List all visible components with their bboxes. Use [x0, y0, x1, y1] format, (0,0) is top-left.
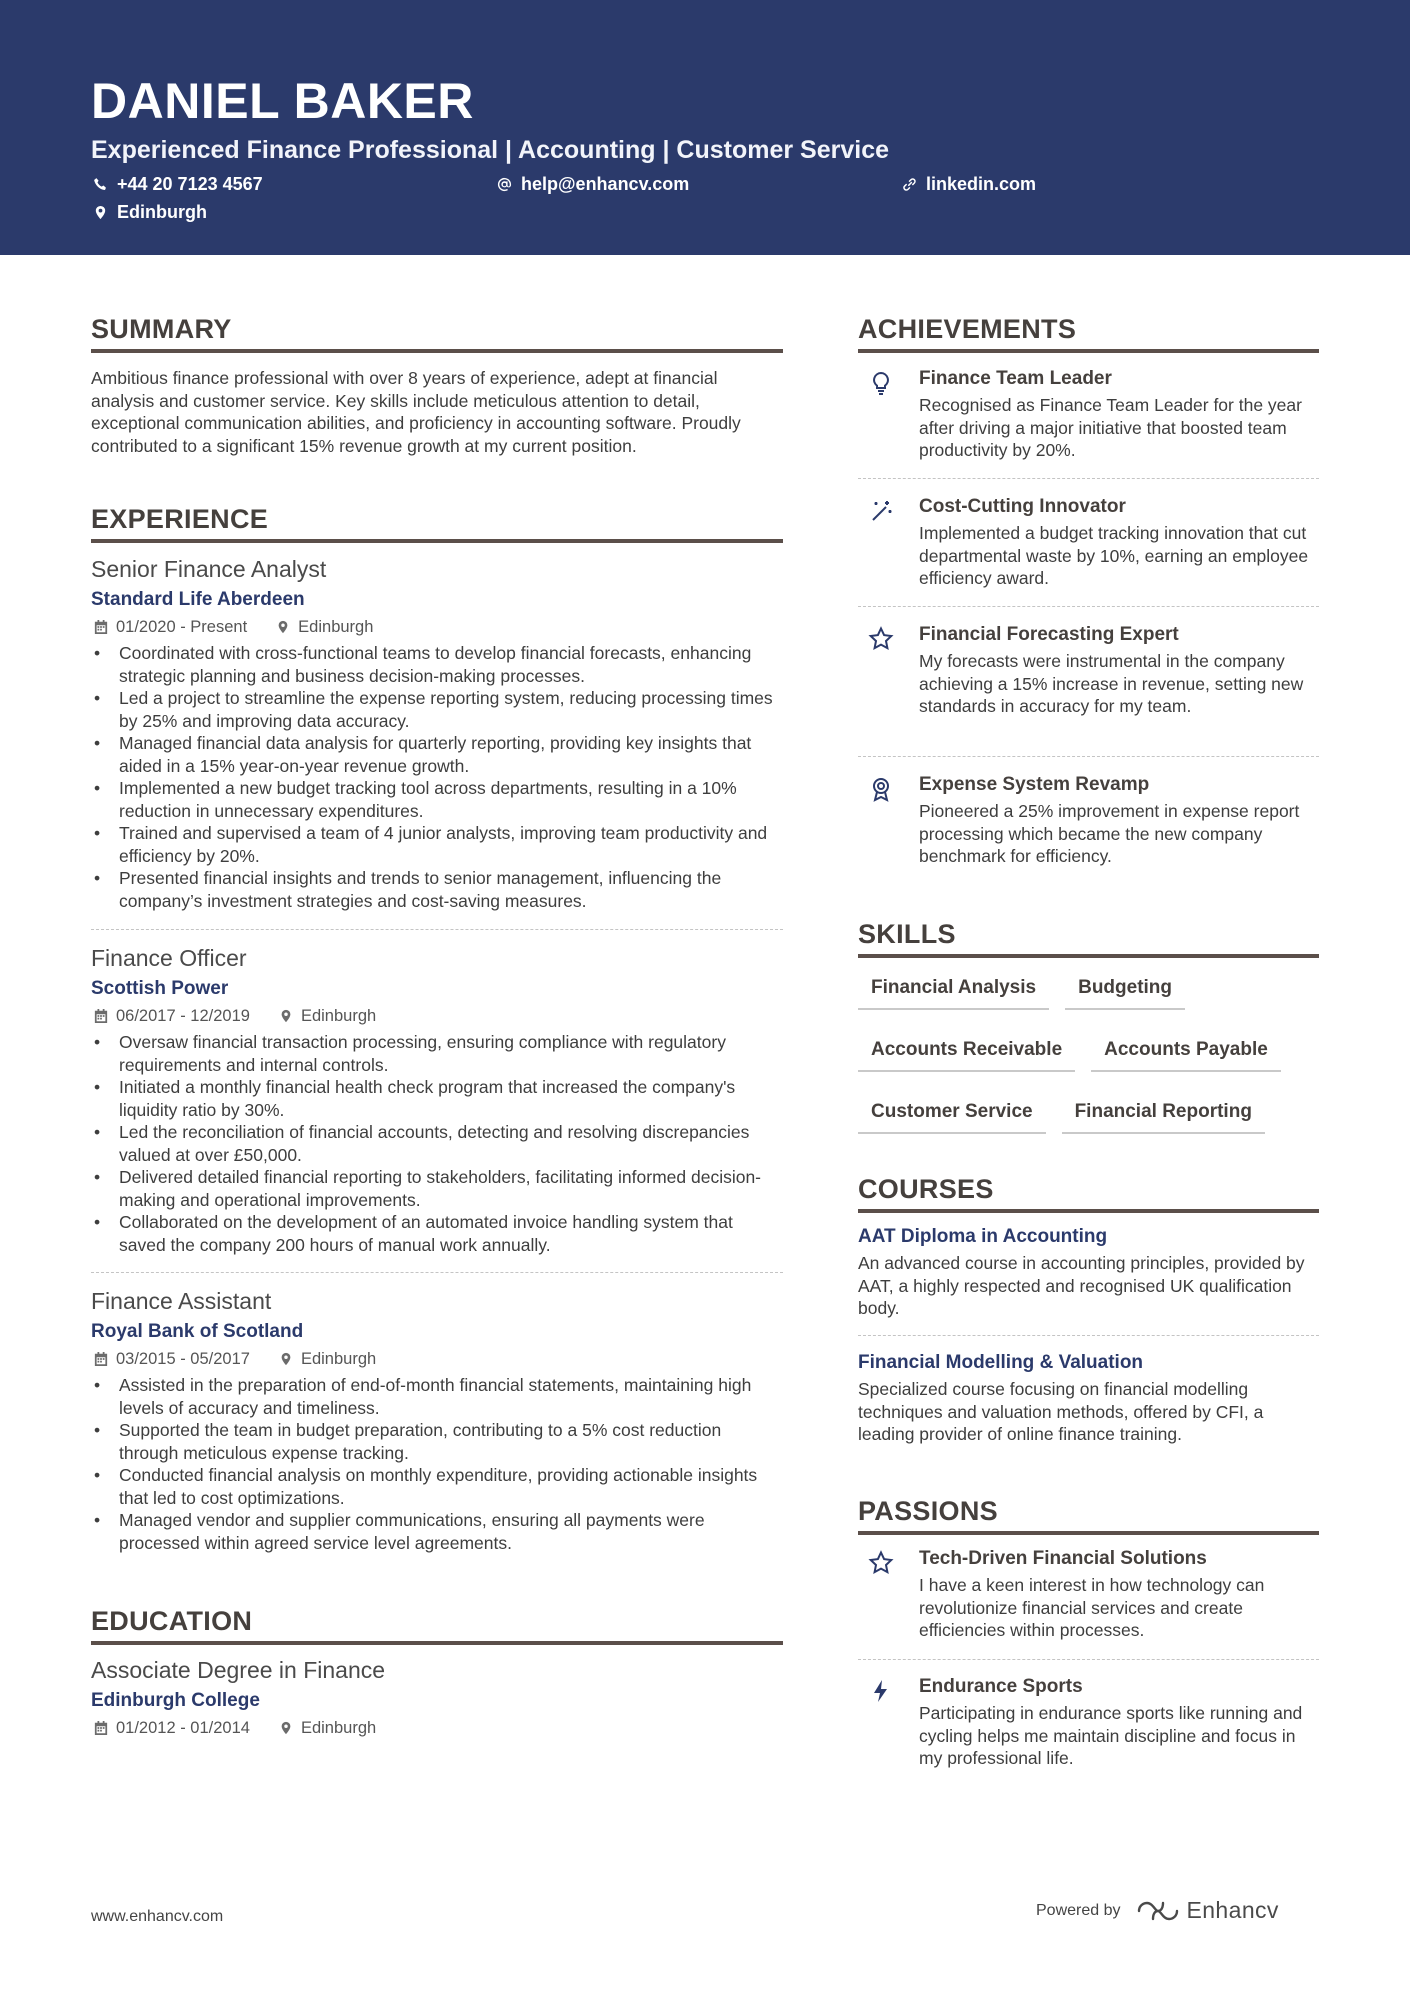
bullet-item: • Led a project to streamline the expense reporting system, reducing processing times by 25% and improving data accuracy.	[91, 687, 783, 732]
courses-heading: COURSES	[858, 1174, 1319, 1213]
achievement-item	[858, 772, 1319, 868]
bullet-item: • Trained and supervised a team of 4 junior analysts, improving team productivity and efficiency by 20%.	[91, 822, 783, 867]
job-dates: 06/2017 - 12/2019	[116, 1006, 250, 1025]
medal-icon	[868, 776, 894, 802]
course-title[interactable]: Financial Modelling & Valuation	[858, 1352, 1144, 1373]
summary-heading: SUMMARY	[91, 314, 783, 353]
bullet-item: • Coordinated with cross-functional teams to develop financial forecasts, enhancing strategic planning and business decision-making processes.	[91, 642, 783, 687]
job-meta	[91, 616, 783, 638]
achievement-desc: Implemented a budget tracking innovation that cut departmental waste by 10%, earning an employee efficiency award.	[919, 523, 1309, 588]
location-text: Edinburgh	[117, 202, 207, 222]
contact-phone[interactable]	[93, 174, 263, 195]
bullet-item: • Collaborated on the development of an automated invoice handling system that saved the company 200 hours of manual work annually.	[91, 1211, 783, 1256]
calendar-icon	[94, 1721, 108, 1735]
course-title[interactable]: AAT Diploma in Accounting	[858, 1226, 1108, 1247]
divider	[858, 1659, 1319, 1660]
achievement-item	[858, 622, 1319, 718]
contact-website[interactable]	[902, 174, 1036, 195]
bullet-item: • Assisted in the preparation of end-of-month financial statements, maintaining high levels of accuracy and timeliness.	[91, 1374, 783, 1419]
achievement-item	[858, 366, 1319, 462]
location-pin-icon	[276, 620, 290, 634]
divider	[91, 929, 783, 930]
skill-tag: Budgeting	[1065, 970, 1185, 1010]
passion-title: Endurance Sports	[919, 1676, 1083, 1697]
job-bullets	[91, 642, 783, 912]
degree-title: Associate Degree in Finance	[91, 1657, 386, 1683]
job-company[interactable]: Standard Life Aberdeen	[91, 589, 305, 610]
education-heading: EDUCATION	[91, 1606, 783, 1645]
divider	[91, 1272, 783, 1273]
bullet-item: • Presented financial insights and trends to senior management, influencing the company’s investment strategies and cost-saving measures.	[91, 867, 783, 912]
skills-list	[858, 970, 1328, 1156]
website-text: linkedin.com	[926, 174, 1037, 194]
skill-tag: Financial Reporting	[1062, 1094, 1265, 1134]
footer-branding[interactable]	[1036, 1897, 1279, 1924]
education-dates: 01/2012 - 01/2014	[116, 1718, 250, 1737]
education-meta	[91, 1717, 783, 1739]
experience-heading: EXPERIENCE	[91, 504, 783, 543]
footer-website[interactable]: www.enhancv.com	[91, 1908, 224, 1925]
passion-title: Tech-Driven Financial Solutions	[919, 1548, 1207, 1569]
star-icon	[868, 1550, 894, 1576]
job-meta	[91, 1005, 783, 1027]
job-title: Finance Assistant	[91, 1288, 272, 1314]
location-pin-icon	[279, 1721, 293, 1735]
passions-heading: PASSIONS	[858, 1496, 1319, 1535]
bullet-item: • Implemented a new budget tracking tool across departments, resulting in a 10% reduction in unnecessary expenditures.	[91, 777, 783, 822]
candidate-headline: Experienced Finance Professional | Accounting | Customer Service	[91, 136, 890, 164]
divider	[858, 478, 1319, 479]
bullet-item: • Initiated a monthly financial health check program that increased the company's liquidity ratio by 30%.	[91, 1076, 783, 1121]
achievement-item	[858, 494, 1319, 590]
achievement-desc: Recognised as Finance Team Leader for the year after driving a major initiative that boosted team productivity by 20%.	[919, 395, 1302, 460]
contact-email[interactable]	[497, 174, 689, 195]
lightning-icon	[868, 1678, 894, 1704]
achievement-title: Financial Forecasting Expert	[919, 624, 1179, 645]
bullet-item: • Conducted financial analysis on monthly expenditure, providing actionable insights that led to cost optimizations.	[91, 1464, 783, 1509]
course-item	[858, 1350, 1319, 1446]
skill-tag: Accounts Receivable	[858, 1032, 1075, 1072]
job-location: Edinburgh	[298, 617, 374, 636]
job-location: Edinburgh	[300, 1349, 377, 1368]
divider	[858, 1335, 1319, 1336]
phone-icon	[93, 177, 108, 192]
course-desc: An advanced course in accounting principles, provided by AAT, a highly respected and recognised UK qualification body.	[858, 1253, 1305, 1318]
experience-entry-1	[91, 554, 783, 912]
link-icon	[902, 177, 917, 192]
course-desc: Specialized course focusing on financial modelling techniques and valuation methods, offered by CFI, a leading provider of online finance training.	[858, 1379, 1264, 1444]
magic-wand-icon	[868, 498, 894, 524]
divider	[858, 606, 1319, 607]
calendar-icon	[94, 620, 108, 634]
star-icon	[868, 626, 894, 652]
skills-heading: SKILLS	[858, 919, 1319, 958]
experience-entry-3	[91, 1286, 783, 1554]
at-icon	[497, 177, 512, 192]
email-text: help@enhancv.com	[521, 174, 690, 194]
contact-location	[93, 202, 207, 223]
location-pin-icon	[279, 1009, 293, 1023]
bullet-item: • Managed financial data analysis for quarterly reporting, providing key insights that aided in a 15% year-on-year revenue growth.	[91, 732, 783, 777]
course-item	[858, 1224, 1319, 1320]
job-bullets	[91, 1374, 783, 1554]
school-name[interactable]: Edinburgh College	[91, 1690, 260, 1711]
achievements-heading: ACHIEVEMENTS	[858, 314, 1319, 353]
bullet-item: • Delivered detailed financial reporting to stakeholders, facilitating informed decision-making and operational improvements.	[91, 1166, 783, 1211]
job-meta	[91, 1348, 783, 1370]
achievement-title: Expense System Revamp	[919, 774, 1150, 795]
job-company[interactable]: Scottish Power	[91, 978, 229, 999]
job-dates: 03/2015 - 05/2017	[116, 1349, 250, 1368]
job-bullets	[91, 1031, 783, 1256]
experience-entry-2	[91, 943, 783, 1256]
bullet-item: • Led the reconciliation of financial accounts, detecting and resolving discrepancies valued at over £50,000.	[91, 1121, 783, 1166]
calendar-icon	[94, 1352, 108, 1366]
job-company[interactable]: Royal Bank of Scotland	[91, 1321, 304, 1342]
resume-header	[0, 0, 1410, 255]
job-title: Senior Finance Analyst	[91, 556, 327, 582]
passion-desc: Participating in endurance sports like running and cycling helps me maintain discipline and focus in my professional life.	[919, 1703, 1303, 1768]
enhancv-logo-icon	[1135, 1899, 1181, 1923]
passion-item	[858, 1546, 1319, 1642]
job-location: Edinburgh	[300, 1006, 377, 1025]
phone-text: +44 20 7123 4567	[117, 174, 263, 194]
powered-by-label: Powered by	[1036, 1901, 1121, 1919]
bullet-item: • Oversaw financial transaction processing, ensuring compliance with regulatory requirements and internal controls.	[91, 1031, 783, 1076]
passion-desc: I have a keen interest in how technology can revolutionize financial services and create efficiencies within processes.	[919, 1575, 1265, 1640]
job-dates: 01/2020 - Present	[116, 617, 248, 636]
enhancv-logo	[1135, 1897, 1279, 1924]
bullet-item: • Managed vendor and supplier communications, ensuring all payments were processed within agreed service level agreements.	[91, 1509, 783, 1554]
divider	[858, 756, 1319, 757]
skill-tag: Customer Service	[858, 1094, 1046, 1134]
achievement-title: Cost-Cutting Innovator	[919, 496, 1126, 517]
lightbulb-icon	[868, 370, 894, 396]
achievement-title: Finance Team Leader	[919, 368, 1112, 389]
education-location: Edinburgh	[300, 1718, 377, 1737]
skill-tag: Accounts Payable	[1091, 1032, 1281, 1072]
enhancv-logo-text: Enhancv	[1186, 1897, 1279, 1923]
calendar-icon	[94, 1009, 108, 1023]
summary-text: Ambitious finance professional with over 8 years of experience, adept at financial analysis and customer service. Key skills include meticulous attention to detail, exceptional communication abilities, and proficiency in accounting software. Proudly contributed to a significant 15% revenue growth at my current position.	[91, 368, 741, 456]
passion-item	[858, 1674, 1319, 1770]
location-pin-icon	[279, 1352, 293, 1366]
location-pin-icon	[93, 205, 108, 220]
skill-tag: Financial Analysis	[858, 970, 1049, 1010]
education-entry	[91, 1655, 783, 1739]
bullet-item: • Supported the team in budget preparation, contributing to a 5% cost reduction through meticulous expense tracking.	[91, 1419, 783, 1464]
achievement-desc: My forecasts were instrumental in the company achieving a 15% increase in revenue, setting new standards in accuracy for my team.	[919, 651, 1304, 716]
job-title: Finance Officer	[91, 945, 247, 971]
candidate-name: DANIEL BAKER	[91, 73, 474, 129]
achievement-desc: Pioneered a 25% improvement in expense report processing which became the new company benchmark for efficiency.	[919, 801, 1300, 866]
